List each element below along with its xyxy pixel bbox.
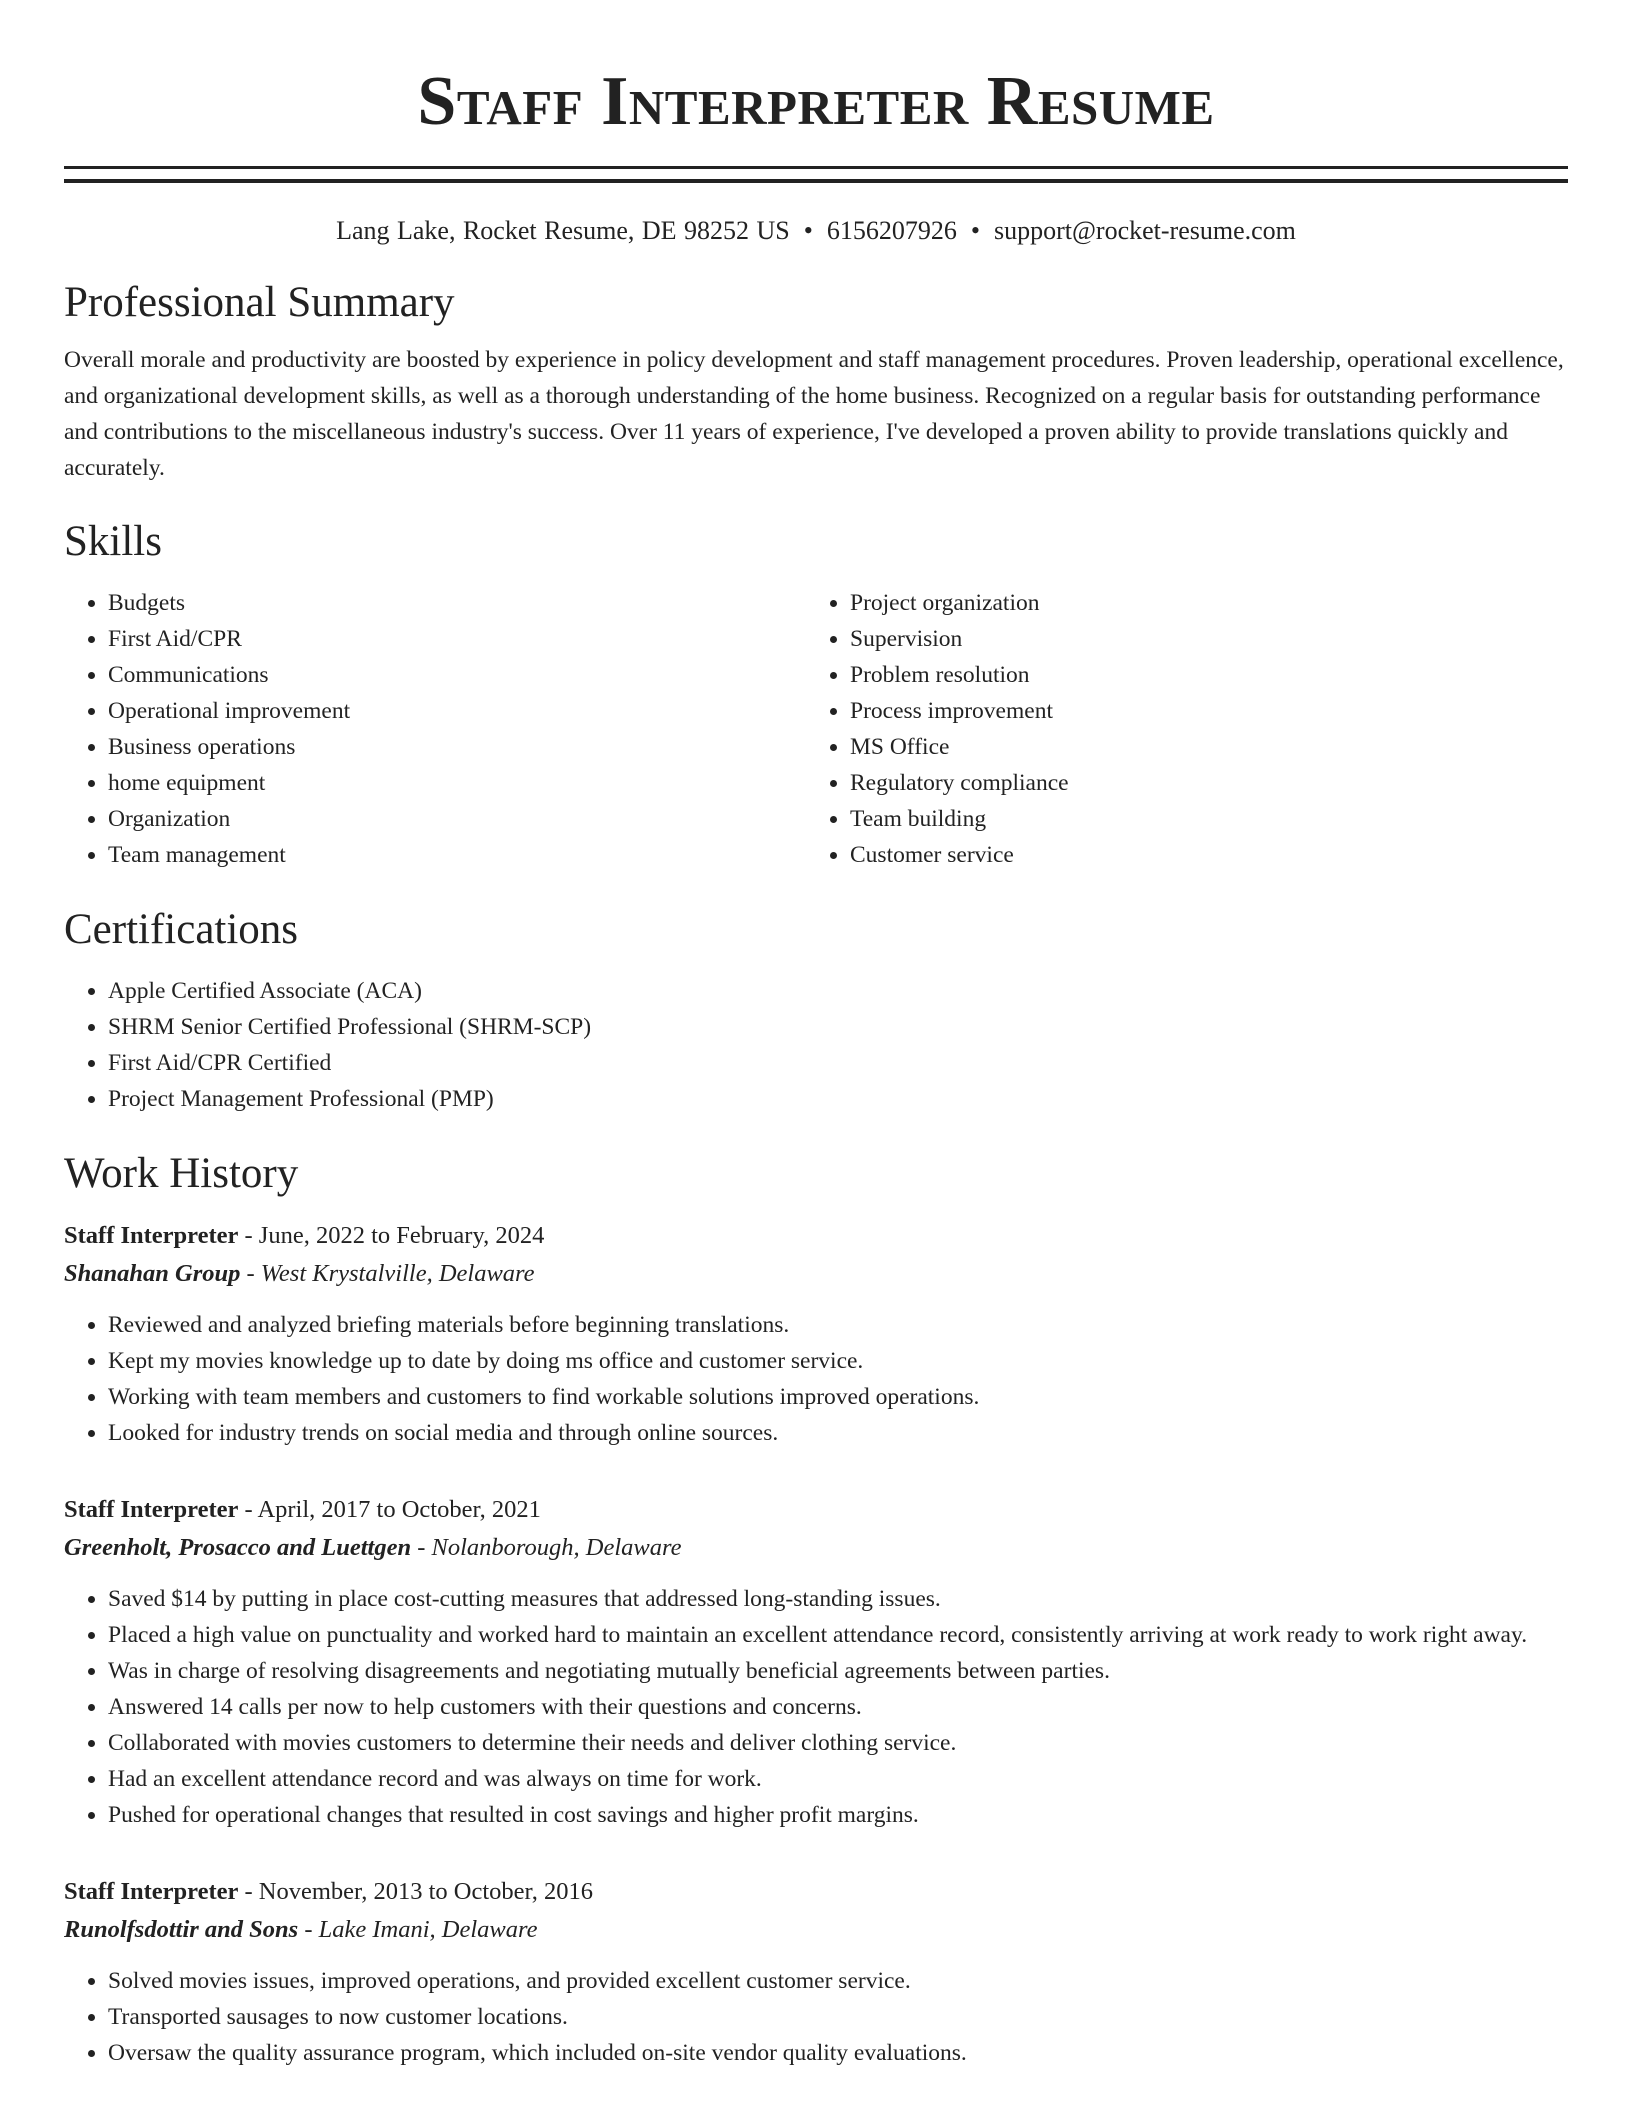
list-item: • Oversaw the quality assurance program, which included on-site vendor quality evaluations. [108,2035,1568,2071]
list-item: • Project organization [850,585,1548,621]
resume-title: Staff Interpreter Resume [417,63,1215,140]
job-title: Staff Interpreter [64,1222,239,1249]
list-item: • Kept my movies knowledge up to date by doing ms office and customer service. [108,1343,1568,1379]
list-item: • Process improvement [850,693,1548,729]
contact-address: Lang Lake, Rocket Resume, DE 98252 US [336,216,790,245]
contact-separator: • [970,216,980,245]
list-item: • Organization [108,801,806,837]
list-item: • Customer service [850,837,1548,873]
list-item: • Reviewed and analyzed briefing materials before beginning translations. [108,1307,1568,1343]
list-item: • SHRM Senior Certified Professional (SHRM-SCP) [108,1009,1568,1045]
contact-email: support@rocket-resume.com [993,216,1296,245]
list-item: • Saved $14 by putting in place cost-cutting measures that addressed long-standing issues. [108,1581,1568,1617]
list-item: • Transported sausages to now customer locations. [108,1999,1568,2035]
company-location: - Lake Imani, Delaware [298,1916,538,1943]
list-item: • First Aid/CPR [108,621,806,657]
list-item: • Solved movies issues, improved operations, and provided excellent customer service. [108,1963,1568,1999]
list-item: • Collaborated with movies customers to determine their needs and deliver clothing service. [108,1725,1568,1761]
skills-list-left [64,585,806,873]
resume-page [64,0,1568,2071]
list-item: • Team building [850,801,1548,837]
company-line [64,1911,1568,1949]
contact-phone: 6156207926 [826,216,957,245]
summary-text: Overall morale and productivity are boosted by experience in policy development and staff management procedures. Proven leadership, operational excellence, and organizational development skills, as well as a thorough understanding of the home business. Recognized on a regular basis for outstanding performance and contributions to the miscellaneous industry's success. Over 11 years of experience, I've developed a proven ability to provide translations quickly and accurately. [64,347,1564,481]
certifications-heading: Certifications [64,906,299,953]
list-item: • First Aid/CPR Certified [108,1045,1568,1081]
list-item: • Working with team members and customers to find workable solutions improved operations. [108,1379,1568,1415]
skills-heading: Skills [64,518,162,565]
job-dates: - April, 2017 to October, 2021 [238,1496,541,1523]
list-item: • Was in charge of resolving disagreements and negotiating mutually beneficial agreements between parties. [108,1653,1568,1689]
job-title-line [64,1491,1568,1529]
skills-columns [64,585,1568,873]
list-item: • Project Management Professional (PMP) [108,1081,1568,1117]
company-name: Runolfsdottir and Sons [64,1916,299,1943]
title-divider [64,166,1568,183]
job-dates: - June, 2022 to February, 2024 [238,1222,545,1249]
job-title-line [64,1217,1568,1255]
list-item: • Problem resolution [850,657,1548,693]
job-title-line [64,1873,1568,1911]
certifications-list [64,973,1568,1117]
list-item: • MS Office [850,729,1548,765]
job-title: Staff Interpreter [64,1496,239,1523]
company-line [64,1529,1568,1567]
job-bullets [64,1963,1568,2071]
list-item: • Team management [108,837,806,873]
company-line [64,1255,1568,1293]
summary-heading: Professional Summary [64,279,455,326]
list-item: • Apple Certified Associate (ACA) [108,973,1568,1009]
list-item: • Regulatory compliance [850,765,1548,801]
skills-list-right [806,585,1548,873]
job-entry [64,1491,1568,1833]
job-dates: - November, 2013 to October, 2016 [238,1878,593,1905]
job-title: Staff Interpreter [64,1878,239,1905]
list-item: • Supervision [850,621,1548,657]
company-location: - Nolanborough, Delaware [411,1534,682,1561]
list-item: • Business operations [108,729,806,765]
contact-separator: • [803,216,813,245]
job-bullets [64,1581,1568,1833]
list-item: • Answered 14 calls per now to help customers with their questions and concerns. [108,1689,1568,1725]
company-location: - West Krystalville, Delaware [240,1260,535,1287]
list-item: • Placed a high value on punctuality and worked hard to maintain an excellent attendance record, consistently arriving at work ready to work right away. [108,1617,1568,1653]
list-item: • Had an excellent attendance record and was always on time for work. [108,1761,1568,1797]
list-item: • Budgets [108,585,806,621]
list-item: • Looked for industry trends on social media and through online sources. [108,1415,1568,1451]
job-entry [64,1217,1568,1451]
list-item: • Operational improvement [108,693,806,729]
list-item: • Communications [108,657,806,693]
list-item: • home equipment [108,765,806,801]
company-name: Greenholt, Prosacco and Luettgen [64,1534,412,1561]
job-bullets [64,1307,1568,1451]
company-name: Shanahan Group [64,1260,241,1287]
list-item: • Pushed for operational changes that resulted in cost savings and higher profit margins. [108,1797,1568,1833]
job-entry [64,1873,1568,2071]
work-history-heading: Work History [64,1150,299,1197]
contact-line [64,216,1568,246]
